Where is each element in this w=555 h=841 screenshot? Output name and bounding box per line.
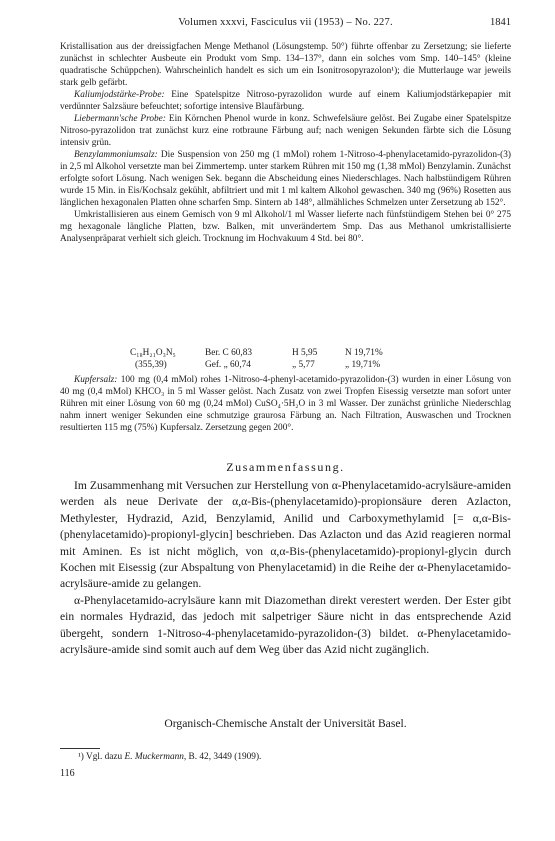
summary-paragraph-1: Im Zusammenhang mit Versuchen zur Herstellung von α-Phenylacetamido-acrylsäure-amiden werden als neue Derivate der α,α-Bis-(phenylacetamido)-propionsäure deren Azlacton, Methylester, Hydrazid, Azid, Benzylamid, Anilid und Carboxymethylamid [= α,α-Bis-(phenylacetamido)-propionyl-glycin] beschrieben. Das Azlacton und das Azid reagieren normal mit Aminen. Es ist nicht möglich, von α,α-Bis-(phenylacetamido)-propionyl-glycin durch Kochen mit Eisessig (zur Abspaltung von Phenylacetamid) in die Reihe der α-Phenylacetamido-acrylsäure-amide zu gelangen. xyxy=(60,479,511,591)
found-nitrogen: „ 19,71% xyxy=(345,360,381,370)
experimental-section xyxy=(60,41,511,245)
copper-salt-section xyxy=(60,374,511,434)
test-label-liebermann: Liebermann'sche Probe: xyxy=(74,114,166,124)
institution: Organisch-Chemische Anstalt der Universität Basel. xyxy=(164,717,407,730)
paragraph-crystallisation: Kristallisation aus der dreissigfachen Menge Methanol (Lösungstemp. 50°) führte offenbar zu Zersetzung; sie lieferte zunächst in schlechter Ausbeute ein Produkt vom Smp. 134–137°, dann ein solches vom Smp. 140–145° (kleine quadratische Schüppchen). Wahrscheinlich handelt es sich um ein Isonitrosopyrazolon¹); die Mutterlauge war jeweils stark gelb gefärbt. xyxy=(60,42,511,88)
test-label-starch-iodide: Kaliumjodstärke-Probe: xyxy=(74,90,165,100)
calc-carbon: Ber. C 60,83 xyxy=(205,348,253,358)
label-copper-salt: Kupfersalz: xyxy=(74,375,118,385)
paragraph-liebermann-test xyxy=(60,113,511,149)
analysis-row-calculated xyxy=(130,347,470,359)
summary-heading: Zusammenfassung. xyxy=(226,460,345,474)
paragraph-copper-salt xyxy=(60,374,511,434)
running-title: Volumen xxxvi, Fasciculus vii (1953) – No. 227. xyxy=(178,17,393,28)
test-text-liebermann: Ein Körnchen Phenol wurde in konz. Schwefelsäure gelöst. Bei Zugabe einer Spatelspitze Nitroso-pyrazolidon trat zunächst kurz eine rotbraune Färbung auf; nach wenigen Sekunden färbte sich die Lösung intensiv grün. xyxy=(60,114,511,148)
footnote-rule xyxy=(60,748,100,749)
footnote-text-pre: Vgl. dazu xyxy=(83,752,125,762)
text-copper-salt: 100 mg (0,4 mMol) rohes 1-Nitroso-4-phenyl-acetamido-pyrazolidon-(3) wurden in einer Lösung von 40 mg (0,4 mMol) KHCO₃ in 5 ml Wasser gelöst. Nach Zusatz von zwei Tropfen Eisessig versetzte man sofort unter Rühren mit einer Lösung von 60 mg (0,24 mMol) CuSO₄·5H₂O in 3 ml Wasser. Der zunächst grünliche Niederschlag nahm innert weniger Sekunden eine schmutzige graurosa Färbung an. Nach Filtration, Auswaschen und Trocknen resultierten 115 mg (75%) Kupfersalz. Zersetzung gegen 200°. xyxy=(60,375,511,433)
elemental-analysis xyxy=(130,347,470,371)
paragraph-benzylammonium-salt xyxy=(60,149,511,209)
found-carbon: Gef. „ 60,74 xyxy=(205,360,251,370)
footnote-author: E. Muckermann xyxy=(124,752,184,762)
summary-paragraph-2: α-Phenylacetamido-acrylsäure kann mit Diazomethan direkt verestert werden. Der Ester gibt ein normales Hydrazid, das jedoch mit salpetriger Säure nicht in das entsprechende Azid übergeht, sondern 1-Nitroso-4-phenylacetamido-pyrazolidon-(3) bildet. α-Phenylacetamido-acrylsäure-amide sind somit auch auf dem Weg über das Azid nicht zugänglich. xyxy=(60,593,511,657)
text-benzylammonium-salt: Die Suspension von 250 mg (1 mMol) rohem 1-Nitroso-4-phenylacetamido-pyrazolidon-(3) in 2,5 ml Alkohol versetzte man bei Zimmertemp. unter starkem Rühren mit 150 mg (1,38 mMol) Benzylamin. Zunächst erfolgte sofort Lösung. Nach wenigen Sek. begann die Abscheidung eines Niederschlages. Nach halbstündigem Rühren wurde 15 Min. in Eis/Kochsalz gekühlt, abfiltriert und mit 1 ml kaltem Alkohol gewaschen. 340 mg (96%) Rosetten aus länglichen hexagonalen Platten ohne scharfen Smp. Sintern ab 148°, allmähliches Schmelzen unter Zersetzung ab 152°. xyxy=(60,150,511,208)
analysis-row-found xyxy=(130,359,470,371)
running-header xyxy=(60,17,511,31)
found-hydrogen: „ 5,77 xyxy=(292,360,315,370)
page-number: 1841 xyxy=(490,17,511,28)
footnote-reference: , B. 42, 3449 (1909). xyxy=(183,752,262,762)
paragraph-recrystallisation: Umkristallisieren aus einem Gemisch von 9 ml Alkohol/1 ml Wasser lieferte nach fünfstündigem Stehen bei 0° 275 mg hexagonale längliche Platten, bzw. Balken, mit unverändertem Smp. Das aus Methanol umkristallisierte Analysenpräparat verhielt sich gleich. Trocknung im Hochvakuum 4 Std. bei 80°. xyxy=(60,210,511,244)
page-marker: 116 xyxy=(60,768,75,779)
calc-hydrogen: H 5,95 xyxy=(292,348,318,358)
test-text-starch-iodide: Eine Spatelspitze Nitroso-pyrazolidon wurde auf einem Kaliumjodstärkepapier mit verdünnter Salzsäure befeuchtet; sofortige intensive Blaufärbung. xyxy=(60,90,511,112)
footnote-marker: ¹) xyxy=(78,752,84,762)
molecular-formula: C₁₈H₂₁O₃N₅ xyxy=(130,348,176,358)
paragraph-starch-iodide-test xyxy=(60,89,511,113)
calc-nitrogen: N 19,71% xyxy=(345,348,383,358)
molecular-weight: (355,39) xyxy=(135,360,167,370)
summary-body xyxy=(60,478,511,658)
footnote xyxy=(78,752,261,762)
label-benzylammonium-salt: Benzylammoniumsalz: xyxy=(74,150,158,160)
